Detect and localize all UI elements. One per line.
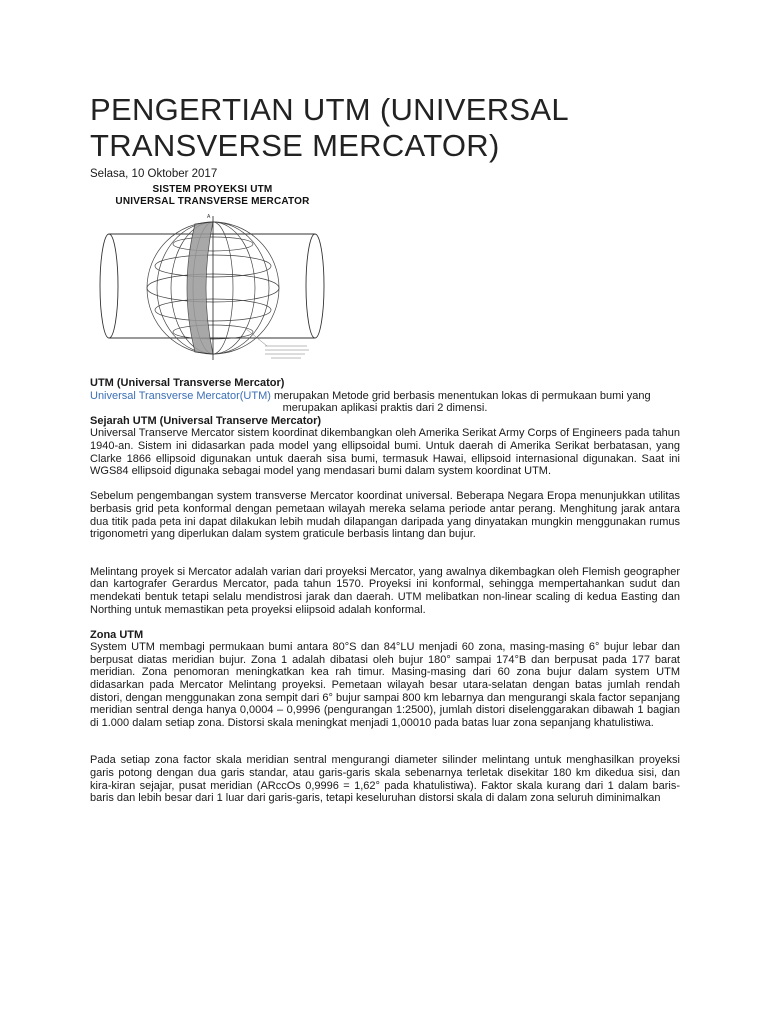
page-title: PENGERTIAN UTM (UNIVERSAL TRANSVERSE MERCATOR) [90, 92, 568, 163]
utm-projection-figure [95, 184, 330, 369]
globe-cylinder-illustration [95, 210, 330, 368]
zona-paragraph-1: System UTM membagi permukaan bumi antara 80°S dan 84°LU menjadi 60 zona, masing-masing 6° bujur lebar dan berpusat diatas meridian bujur. Zona 1 adalah dibatasi oleh bujur 180° sampai 174°B dan berpusat pada 177 barat meridian. Zona penomoran meningkatkan kea rah timur. Masing-masing dari 60 zona bujur dalam system UTM didasarkan pada Mercator Melintang proyeksi. Pemetaan wilayah besar utara-selatan dengan batas jumlah rendah distori, dengan menggunakan zona sempit dari 6° bujur sampai 800 km lebarnya dan mengurangi skala factor sepanjang meridian sentral denga hanya 0,0004 – 0,9996 (pengurangan 1:2500), jumlah distori diselenggarakan dibawah 1 bagian di 1.000 dalam setiap zona. Distorsi skala meningkat menjadi 1,00010 pada batas luar zona sepanjang khatulistiwa. [90, 641, 680, 729]
figure-title-line2: UNIVERSAL TRANSVERSE MERCATOR [115, 196, 310, 207]
zona-paragraph-2: Pada setiap zona factor skala meridian sentral mengurangi diameter silinder melintang untuk menghasilkan proyeksi garis potong dengan dua garis standar, atau garis-garis skala sebenarnya terletak disekitar 180 km dikedua sisi, dan kira-kiran sejajar, pusat meridian (ARccOs 0,9996 = 1,62° pada khatulistiwa). Faktor skala kurang dari 1 dalam baris-baris dan lebih besar dari 1 luar dari garis-garis, tetapi keseluruhan distorsi skala di dalam zona seluruh diminimalkan [90, 754, 680, 805]
utm-intro-text2: merupakan aplikasi praktis dari 2 dimensi. [282, 402, 488, 415]
zona-heading: Zona UTM [90, 628, 144, 641]
article-body [90, 377, 680, 805]
sejarah-paragraph-3: Melintang proyek si Mercator adalah varian dari proyeksi Mercator, yang awalnya dikembagkan oleh Flemish geographer dan kartografer Gerardus Mercator, pada tahun 1570. Proyeksi ini konformal, sehingga mempertahankan sudut dan mendekati bentuk tetapi selalu mendistrosi jarak dan daerah. UTM melibatkan non-linear scaling di kedua Easting dan Northing untuk memastikan peta proyeksi eliipsoid adalah konformal. [90, 565, 680, 616]
sejarah-paragraph-1: Universal Transerve Mercator sistem koordinat dikembangkan oleh Amerika Serikat Army Corps of Engineers pada tahun 1940-an. Sistem ini didasarkan pada model yang ellipsoidal bumi. Untuk daerah di Amerika Serikat berbatasan, yang Clarke 1866 ellipsoid digunakan untuk daerah sisa bumi, termasuk Hawai, ellipsoid internasional digunakan. Saat ini WGS84 ellipsoid digunaka sebagai model yang mendasari bumi dalam system koordinat UTM. [90, 427, 680, 478]
sejarah-paragraph-2: Sebelum pengembangan system transverse Mercator koordinat universal. Beberapa Negara Eropa menunjukkan utilitas berbasis grid peta konformal dengan pemetaan wilayah mereka selama periode antar perang. Menghitung jarak antara dua titik pada peta ini dapat dilakukan lebih mudah dilapangan daripada yang dinyatakan mungkin menggunakan rumus trigonometri yang diperlukan dalam system graticule berbasis lintang dan bujur. [90, 490, 680, 541]
utm-heading: UTM (Universal Transverse Mercator) [90, 377, 285, 389]
utm-intro [90, 390, 680, 403]
utm-link[interactable]: Universal Transverse Mercator(UTM) [90, 389, 271, 402]
svg-text:A: A [207, 214, 211, 220]
figure-title [95, 184, 330, 208]
figure-title-line1: SISTEM PROYEKSI UTM [152, 184, 273, 195]
utm-intro-text1: merupakan Metode grid berbasis menentukan lokas di permukaan bumi yang [270, 389, 651, 402]
post-date: Selasa, 10 Oktober 2017 [90, 168, 218, 180]
sejarah-heading: Sejarah UTM (Universal Transerve Mercator) [90, 414, 322, 427]
